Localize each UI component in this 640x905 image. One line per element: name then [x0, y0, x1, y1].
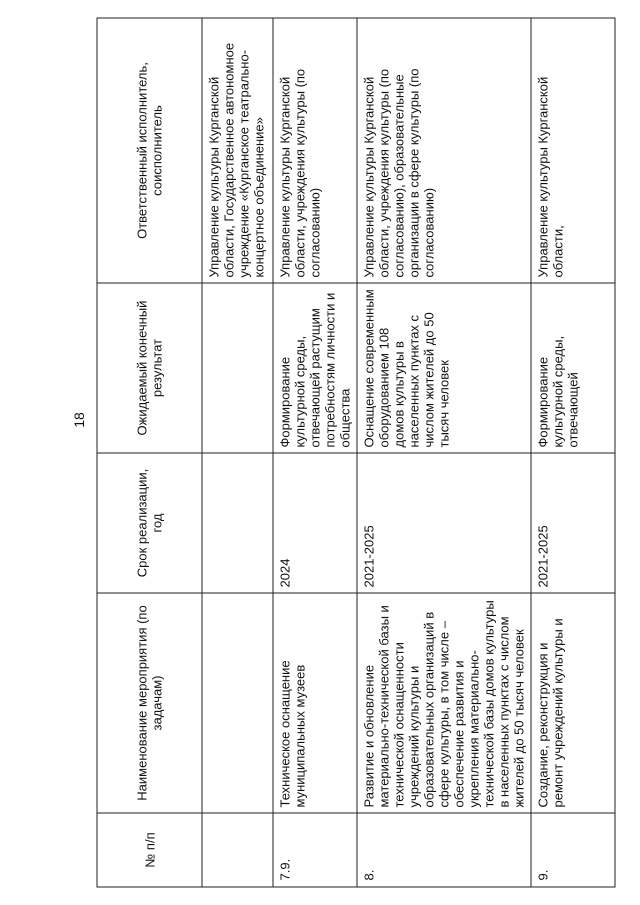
cell-executor: Управление культуры Курганской области, [531, 18, 615, 283]
header-result: Ожидаемый конечный результат [97, 283, 202, 453]
header-term: Срок реализации, год [97, 453, 202, 593]
cell-term: 2021-2025 [531, 453, 615, 593]
cell-num: 7.9. [273, 813, 357, 887]
action-plan-table [96, 17, 615, 887]
cell-name [202, 593, 273, 813]
cell-result: Формирование культурной среды, отвечающей [531, 283, 615, 453]
cell-term: 2021-2025 [357, 453, 531, 593]
cell-executor: Управление культуры Курганской области, учреждения культуры (по согласованию), образовательные организации в сфере культуры (по согласованию) [357, 18, 531, 283]
cell-executor: Управление культуры Курганской области, Государственное автономное учреждение «Курганское театрально-концертное объединение» [202, 18, 273, 283]
cell-result [202, 283, 273, 453]
cell-term [202, 453, 273, 593]
cell-executor: Управление культуры Курганской области, учреждения культуры (по согласованию) [273, 18, 357, 283]
table-container [96, 18, 578, 887]
header-name: Наименование мероприятия (по задачам) [97, 593, 202, 813]
header-executor: Ответственный исполнитель, соисполнитель [97, 18, 202, 283]
table-header-row [97, 18, 202, 887]
page-number: 18 [71, 412, 87, 428]
table-row-continuation [202, 18, 273, 887]
table-row [273, 18, 357, 887]
cell-result: Формирование культурной среды, отвечающей растущим потребностям личности и общества [273, 283, 357, 453]
cell-term: 2024 [273, 453, 357, 593]
cell-name: Создание, реконструкция и ремонт учреждений культуры и [531, 593, 615, 813]
cell-result: Оснащение современным оборудованием 108 домов культуры в населенных пунктах с числом жителей до 50 тысяч человек [357, 283, 531, 453]
cell-name: Развитие и обновление материально-технической базы и технической оснащенности учреждений культуры и образовательных организаций в сфере культуры, в том числе – обеспечение развития и укрепления материально-технической базы домов культуры в населенных пунктах с числом жителей до 50 тысяч человек [357, 593, 531, 813]
cell-num [202, 813, 273, 887]
cell-name: Техническое оснащение муниципальных музеев [273, 593, 357, 813]
table-row [531, 18, 615, 887]
header-num: № п/п [97, 813, 202, 887]
cell-num: 8. [357, 813, 531, 887]
table-row [357, 18, 531, 887]
cell-num: 9. [531, 813, 615, 887]
